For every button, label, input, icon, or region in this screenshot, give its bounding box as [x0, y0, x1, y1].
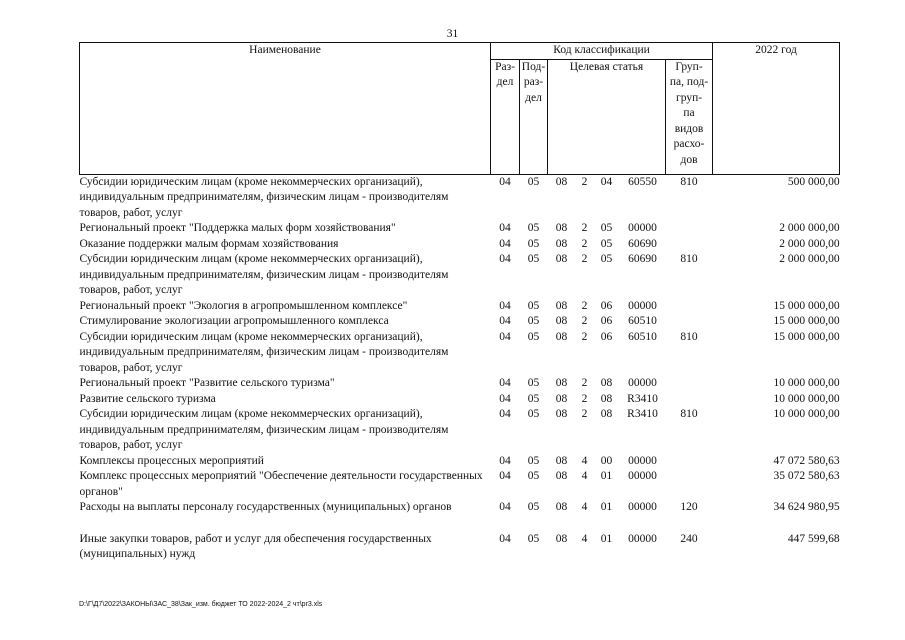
cell-name: Комплексы процессных мероприятий	[79, 454, 264, 467]
cell-sum: 500 000,00	[787, 175, 840, 188]
cell-c4: 60510	[628, 330, 657, 343]
cell-c4: 00000	[628, 299, 657, 312]
cell-razdel: 04	[499, 470, 511, 482]
cell-c3: 06	[600, 315, 613, 327]
cell-sum: 447 599,68	[787, 532, 840, 545]
cell-name: Развитие сельского туризма	[79, 392, 216, 405]
cell-vr: 120	[680, 501, 698, 513]
cell-c4: 60690	[628, 237, 657, 250]
header-subsection: Под- раз- дел	[520, 59, 548, 174]
cell-podrazdel: 05	[527, 454, 540, 467]
header-name: Наименование	[80, 43, 491, 175]
cell-podrazdel: 05	[527, 315, 540, 327]
cell-c2: 4	[581, 532, 588, 545]
table-row	[80, 314, 840, 330]
cell-c2: 2	[581, 330, 588, 343]
cell-c4: R3410	[627, 408, 658, 420]
cell-c3: 01	[600, 470, 613, 482]
cell-c1: 08	[555, 532, 568, 545]
row-spacer	[80, 516, 840, 532]
cell-vr	[666, 392, 713, 408]
header-code-group: Код классификации	[491, 43, 713, 60]
cell-podrazdel: 05	[527, 392, 540, 405]
cell-sum: 2 000 000,00	[779, 237, 840, 250]
cell-podrazdel: 05	[527, 532, 540, 545]
table-body	[80, 174, 840, 563]
table-row	[80, 252, 840, 299]
cell-name: Региональный проект "Экология в агропромышленном комплексе"	[79, 299, 408, 312]
cell-c4: 00000	[628, 470, 657, 482]
cell-c3: 08	[600, 408, 613, 420]
cell-razdel: 04	[499, 408, 511, 420]
cell-c3: 08	[600, 377, 613, 389]
header-expense-group: Груп- па, под- груп- па видов расхо- дов	[666, 59, 713, 174]
cell-razdel: 04	[499, 253, 511, 265]
table-row	[80, 392, 840, 408]
cell-podrazdel: 05	[527, 377, 540, 389]
cell-c3: 06	[600, 330, 613, 343]
header-year: 2022 год	[713, 43, 840, 175]
header-section: Раз- дел	[491, 59, 520, 174]
cell-c3: 08	[600, 392, 613, 405]
cell-sum: 35 072 580,63	[773, 470, 840, 482]
cell-c2: 2	[581, 392, 588, 405]
table-row	[80, 469, 840, 500]
cell-c4: R3410	[627, 392, 658, 405]
cell-c4: 00000	[628, 222, 657, 234]
cell-c1: 08	[555, 377, 568, 389]
cell-sum: 15 000 000,00	[773, 330, 840, 343]
cell-vr	[666, 237, 713, 253]
cell-vr	[666, 299, 713, 315]
cell-sum: 15 000 000,00	[773, 315, 840, 327]
cell-sum: 47 072 580,63	[773, 454, 840, 467]
cell-vr: 810	[680, 330, 698, 343]
cell-c3: 05	[600, 253, 613, 265]
table-row	[80, 174, 840, 221]
cell-podrazdel: 05	[527, 408, 540, 420]
cell-vr	[666, 376, 713, 392]
cell-name: Субсидии юридическим лицам (кроме некоммерческих организаций), индивидуальным предпринимателям, физическим лицам - производителям товаров, работ, услуг	[79, 253, 449, 296]
cell-c1: 08	[555, 222, 568, 234]
cell-c1: 08	[555, 175, 568, 188]
cell-c2: 2	[581, 175, 588, 188]
cell-c3: 05	[600, 222, 613, 234]
cell-c3: 01	[600, 501, 613, 513]
cell-vr: 810	[680, 175, 698, 188]
cell-podrazdel: 05	[527, 222, 540, 234]
cell-sum: 15 000 000,00	[773, 299, 840, 312]
cell-razdel: 04	[499, 532, 511, 545]
cell-name: Комплекс процессных мероприятий "Обеспечение деятельности государственных органов"	[79, 470, 483, 498]
table-row	[80, 330, 840, 377]
cell-podrazdel: 05	[527, 501, 540, 513]
cell-c1: 08	[555, 253, 568, 265]
table-row	[80, 221, 840, 237]
cell-vr	[666, 469, 713, 500]
cell-name: Субсидии юридическим лицам (кроме некоммерческих организаций), индивидуальным предпринимателям, физическим лицам - производителям товаров, работ, услуг	[79, 330, 449, 374]
cell-razdel: 04	[499, 175, 511, 188]
cell-c3: 01	[600, 532, 613, 545]
cell-podrazdel: 05	[527, 330, 540, 343]
cell-name: Стимулирование экологизации агропромышленного комплекса	[79, 315, 389, 327]
cell-vr: 810	[680, 408, 698, 420]
cell-c2: 4	[581, 501, 588, 513]
cell-vr: 240	[680, 532, 698, 545]
cell-c1: 08	[555, 501, 568, 513]
cell-c2: 2	[581, 237, 588, 250]
cell-c1: 08	[555, 315, 568, 327]
cell-name: Региональный проект "Поддержка малых форм хозяйствования"	[79, 222, 396, 234]
cell-c3: 06	[600, 299, 613, 312]
cell-c4: 00000	[628, 532, 657, 545]
cell-name: Оказание поддержки малым формам хозяйствования	[79, 237, 339, 250]
cell-sum: 10 000 000,00	[773, 392, 840, 405]
cell-c1: 08	[555, 470, 568, 482]
cell-name: Региональный проект "Развитие сельского туризма"	[79, 377, 335, 389]
cell-razdel: 04	[499, 330, 511, 343]
cell-podrazdel: 05	[527, 175, 540, 188]
cell-vr	[666, 314, 713, 330]
cell-podrazdel: 05	[527, 237, 540, 250]
cell-c2: 4	[581, 470, 588, 482]
table-row	[80, 532, 840, 563]
cell-podrazdel: 05	[527, 470, 540, 482]
table-row	[80, 237, 840, 253]
cell-razdel: 04	[499, 392, 511, 405]
cell-name: Субсидии юридическим лицам (кроме некоммерческих организаций), индивидуальным предпринимателям, физическим лицам - производителям товаров, работ, услуг	[79, 408, 449, 451]
cell-c3: 05	[600, 237, 613, 250]
cell-c1: 08	[555, 237, 568, 250]
cell-sum: 10 000 000,00	[773, 377, 840, 389]
cell-c1: 08	[555, 408, 568, 420]
cell-name: Расходы на выплаты персоналу государственных (муниципальных) органов	[79, 501, 452, 513]
cell-c4: 00000	[628, 501, 657, 513]
cell-c4: 60550	[628, 175, 657, 188]
cell-vr	[666, 221, 713, 237]
cell-c2: 2	[581, 299, 588, 312]
cell-podrazdel: 05	[527, 299, 540, 312]
cell-c2: 2	[581, 315, 588, 327]
header-target-article: Целевая статья	[548, 59, 666, 174]
table-row	[80, 299, 840, 315]
cell-razdel: 04	[499, 222, 511, 234]
cell-c4: 60510	[628, 315, 657, 327]
cell-c4: 00000	[628, 377, 657, 389]
cell-razdel: 04	[499, 237, 511, 250]
cell-c1: 08	[555, 330, 568, 343]
cell-sum: 2 000 000,00	[779, 253, 840, 265]
cell-razdel: 04	[499, 315, 511, 327]
cell-c2: 2	[581, 377, 588, 389]
cell-c2: 2	[581, 253, 588, 265]
cell-c4: 60690	[628, 253, 657, 265]
cell-razdel: 04	[499, 377, 511, 389]
cell-c3: 04	[600, 175, 613, 188]
cell-c2: 2	[581, 222, 588, 234]
budget-table	[79, 42, 840, 563]
cell-sum: 10 000 000,00	[773, 408, 840, 420]
cell-c2: 4	[581, 454, 588, 467]
table-row	[80, 500, 840, 516]
table-row	[80, 454, 840, 470]
cell-vr	[666, 454, 713, 470]
cell-c1: 08	[555, 392, 568, 405]
cell-sum: 34 624 980,95	[773, 501, 840, 513]
cell-c1: 08	[555, 299, 568, 312]
cell-c4: 00000	[628, 454, 657, 467]
cell-name: Субсидии юридическим лицам (кроме некоммерческих организаций), индивидуальным предпринимателям, физическим лицам - производителям товаров, работ, услуг	[79, 175, 449, 219]
cell-vr: 810	[680, 253, 698, 265]
table-row	[80, 376, 840, 392]
cell-c1: 08	[555, 454, 568, 467]
cell-c3: 00	[600, 454, 613, 467]
cell-c2: 2	[581, 408, 588, 420]
cell-name: Иные закупки товаров, работ и услуг для обеспечения государственных (муниципальных) нужд	[79, 532, 432, 560]
footer-file-path: D:\Г\Д7\2022\ЗАКОНЫ\ЗАС_38\Зак_изм. бюджет ТО 2022-2024_2 чт\pr3.xls	[79, 601, 323, 608]
cell-razdel: 04	[499, 501, 511, 513]
page-number: 31	[446, 28, 459, 40]
table-row	[80, 407, 840, 454]
cell-razdel: 04	[499, 454, 511, 467]
cell-podrazdel: 05	[527, 253, 540, 265]
cell-sum: 2 000 000,00	[779, 222, 840, 234]
cell-razdel: 04	[499, 299, 511, 312]
